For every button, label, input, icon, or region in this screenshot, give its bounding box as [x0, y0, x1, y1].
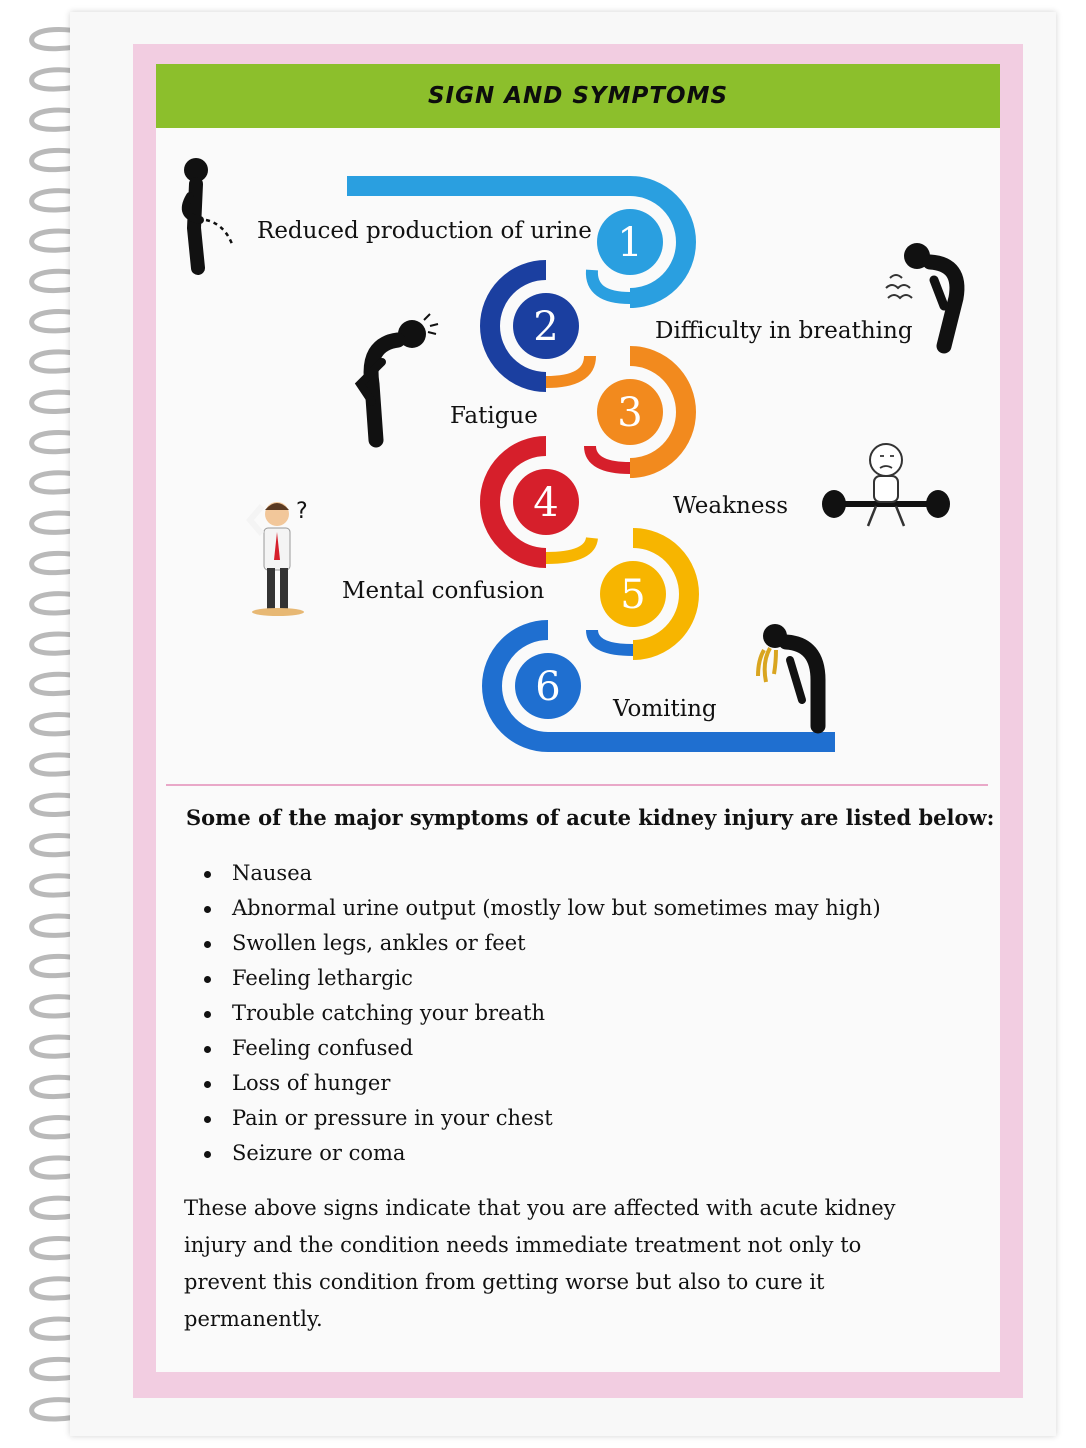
- bullet-icon: [204, 1116, 211, 1123]
- list-item: [186, 856, 881, 891]
- list-item-text: Swollen legs, ankles or feet: [232, 931, 526, 955]
- list-item-text: Seizure or coma: [232, 1141, 406, 1165]
- list-item: [186, 926, 881, 961]
- step-5-number: 5: [620, 572, 646, 618]
- section-divider: [166, 784, 988, 786]
- list-item-text: Feeling confused: [232, 1036, 414, 1060]
- list-item-text: Feeling lethargic: [232, 966, 413, 990]
- confused-man-icon: [250, 499, 308, 616]
- list-item-text: Pain or pressure in your chest: [232, 1106, 553, 1130]
- connector-2-3: [546, 356, 590, 382]
- connector-4-5: [546, 538, 592, 558]
- list-item: [186, 996, 881, 1031]
- list-item: [186, 1101, 881, 1136]
- bullet-icon: [204, 941, 211, 948]
- bullet-icon: [204, 976, 211, 983]
- list-item: [186, 891, 881, 926]
- intro-text: Some of the major symptoms of acute kidney injury are listed below:: [186, 805, 995, 830]
- connector-3-4: [590, 446, 630, 468]
- urinating-person-icon: [184, 158, 232, 268]
- step-2-number: 2: [533, 304, 559, 350]
- list-item-text: Loss of hunger: [232, 1071, 391, 1095]
- step-2-label: Difficulty in breathing: [655, 318, 913, 344]
- list-item: [186, 1136, 881, 1171]
- closing-paragraph: These above signs indicate that you are affected with acute kidney injury and the condition needs immediate treatment not only to prevent this condition from getting worse but also to cure it permanently.: [184, 1196, 896, 1331]
- step-3-number: 3: [617, 390, 643, 436]
- list-item: [186, 1066, 881, 1101]
- list-item: [186, 1031, 881, 1066]
- step-6-number: 6: [535, 664, 561, 710]
- tired-person-icon: [360, 314, 438, 440]
- symptom-list: [186, 856, 881, 1171]
- vomiting-person-icon: [758, 624, 818, 726]
- step-1-label: Reduced production of urine: [257, 218, 592, 244]
- step-3-label: Fatigue: [450, 403, 538, 429]
- bullet-icon: [204, 1046, 211, 1053]
- step-5-label: Mental confusion: [342, 578, 545, 604]
- list-item-text: Abnormal urine output (mostly low but sometimes may high): [232, 896, 881, 920]
- step-4-label: Weakness: [673, 493, 789, 519]
- connector-5-6: [592, 630, 633, 650]
- bullet-icon: [204, 1081, 211, 1088]
- question-marks-icon: ?: [296, 499, 308, 524]
- step-4-number: 4: [533, 480, 559, 526]
- bullet-icon: [204, 906, 211, 913]
- list-item-text: Nausea: [232, 861, 313, 885]
- list-item: [186, 961, 881, 996]
- weightlifter-icon: [822, 444, 950, 526]
- bullet-icon: [204, 871, 211, 878]
- step-6-label: Vomiting: [613, 696, 717, 722]
- bullet-icon: [204, 1151, 211, 1158]
- list-item-text: Trouble catching your breath: [232, 1001, 545, 1025]
- bullet-icon: [204, 1011, 211, 1018]
- step-1-number: 1: [617, 220, 643, 266]
- page-title: SIGN AND SYMPTOMS: [427, 83, 729, 109]
